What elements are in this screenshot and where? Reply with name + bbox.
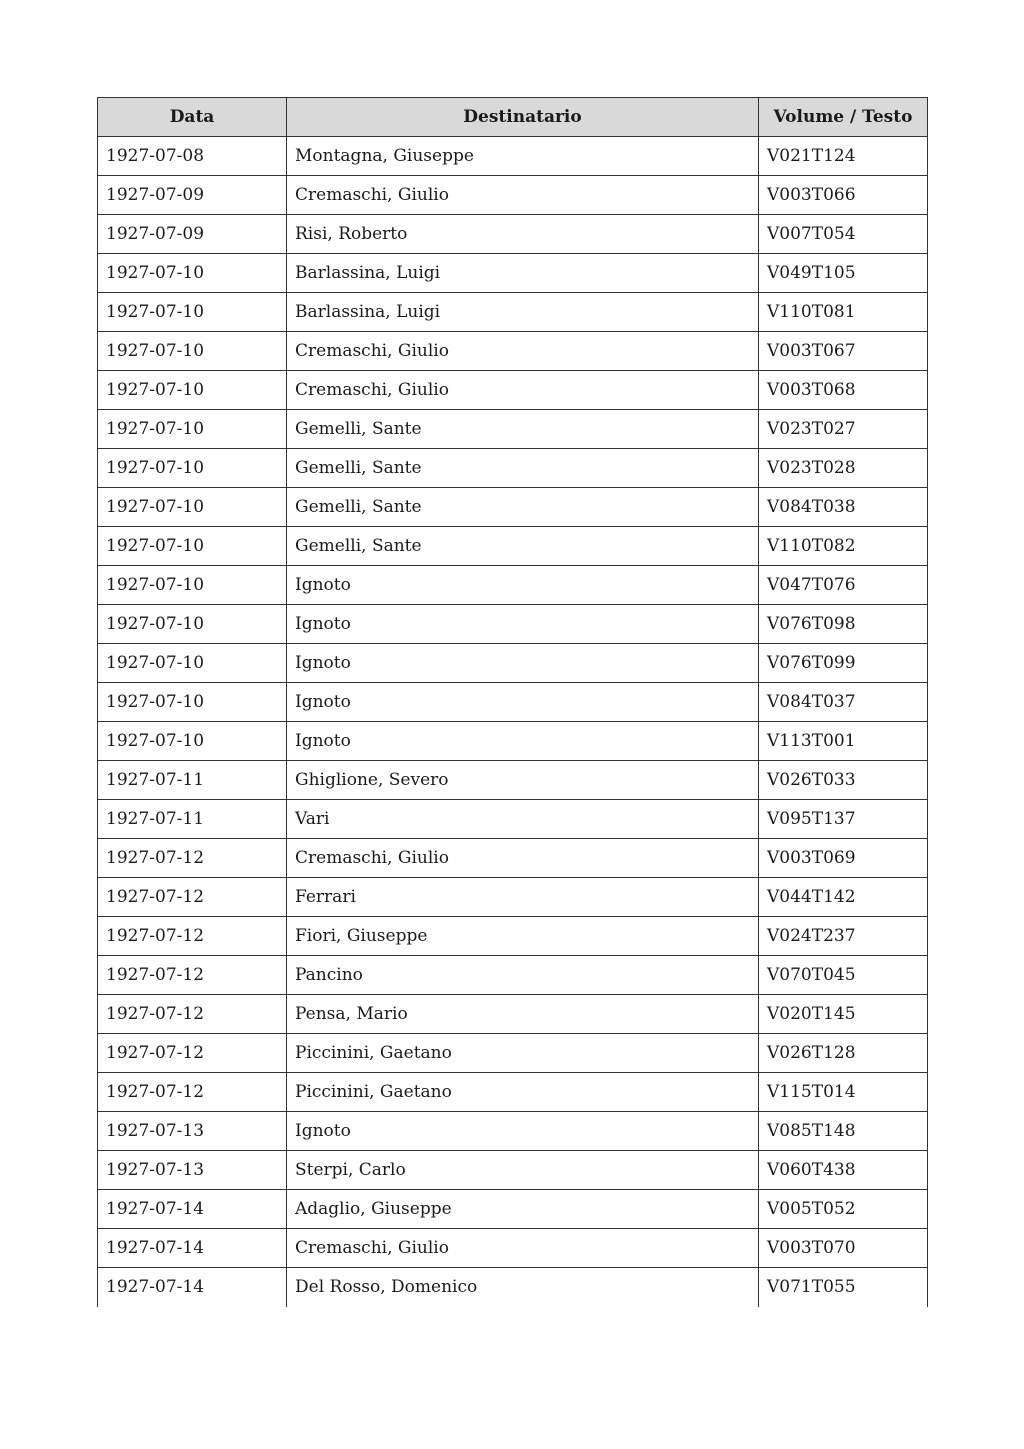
cell-date: 1927-07-10: [98, 332, 287, 371]
cell-volume-text: V060T438: [759, 1151, 928, 1190]
cell-volume-text: V003T068: [759, 371, 928, 410]
cell-volume-text: V110T081: [759, 293, 928, 332]
cell-recipient: Adaglio, Giuseppe: [287, 1190, 759, 1229]
cell-date: 1927-07-12: [98, 1073, 287, 1112]
cell-date: 1927-07-12: [98, 1034, 287, 1073]
cell-date: 1927-07-12: [98, 995, 287, 1034]
cell-volume-text: V003T069: [759, 839, 928, 878]
table-row: [98, 137, 928, 176]
cell-volume-text: V084T038: [759, 488, 928, 527]
header-volume-text: Volume / Testo: [759, 98, 928, 137]
table-body: [98, 137, 928, 1307]
cell-volume-text: V023T028: [759, 449, 928, 488]
cell-date: 1927-07-10: [98, 527, 287, 566]
table-row: [98, 722, 928, 761]
table-row: [98, 293, 928, 332]
cell-recipient: Cremaschi, Giulio: [287, 1229, 759, 1268]
cell-date: 1927-07-10: [98, 488, 287, 527]
table-row: [98, 1034, 928, 1073]
cell-date: 1927-07-11: [98, 761, 287, 800]
cell-date: 1927-07-09: [98, 176, 287, 215]
table-row: [98, 878, 928, 917]
cell-recipient: Piccinini, Gaetano: [287, 1073, 759, 1112]
table-row: [98, 527, 928, 566]
cell-recipient: Vari: [287, 800, 759, 839]
cell-volume-text: V085T148: [759, 1112, 928, 1151]
cell-date: 1927-07-10: [98, 566, 287, 605]
table-row: [98, 176, 928, 215]
table-row: [98, 215, 928, 254]
cell-recipient: Fiori, Giuseppe: [287, 917, 759, 956]
cell-volume-text: V044T142: [759, 878, 928, 917]
cell-recipient: Gemelli, Sante: [287, 449, 759, 488]
cell-recipient: Sterpi, Carlo: [287, 1151, 759, 1190]
table-row: [98, 1151, 928, 1190]
table-row: [98, 683, 928, 722]
cell-date: 1927-07-10: [98, 410, 287, 449]
cell-volume-text: V005T052: [759, 1190, 928, 1229]
cell-volume-text: V076T098: [759, 605, 928, 644]
table-row: [98, 1268, 928, 1307]
cell-recipient: Ignoto: [287, 683, 759, 722]
cell-volume-text: V084T037: [759, 683, 928, 722]
table-row: [98, 254, 928, 293]
cell-date: 1927-07-08: [98, 137, 287, 176]
cell-date: 1927-07-10: [98, 371, 287, 410]
cell-volume-text: V003T067: [759, 332, 928, 371]
table-row: [98, 839, 928, 878]
cell-date: 1927-07-13: [98, 1151, 287, 1190]
cell-date: 1927-07-12: [98, 917, 287, 956]
cell-volume-text: V115T014: [759, 1073, 928, 1112]
table-row: [98, 1073, 928, 1112]
cell-recipient: Ignoto: [287, 566, 759, 605]
cell-recipient: Montagna, Giuseppe: [287, 137, 759, 176]
header-date: Data: [98, 98, 287, 137]
cell-volume-text: V003T066: [759, 176, 928, 215]
cell-recipient: Del Rosso, Domenico: [287, 1268, 759, 1307]
cell-recipient: Ghiglione, Severo: [287, 761, 759, 800]
cell-volume-text: V021T124: [759, 137, 928, 176]
cell-recipient: Pensa, Mario: [287, 995, 759, 1034]
cell-volume-text: V026T128: [759, 1034, 928, 1073]
cell-recipient: Ignoto: [287, 644, 759, 683]
table-row: [98, 917, 928, 956]
cell-date: 1927-07-12: [98, 839, 287, 878]
cell-recipient: Ignoto: [287, 605, 759, 644]
cell-volume-text: V003T070: [759, 1229, 928, 1268]
cell-volume-text: V070T045: [759, 956, 928, 995]
cell-recipient: Risi, Roberto: [287, 215, 759, 254]
table-row: [98, 761, 928, 800]
cell-recipient: Gemelli, Sante: [287, 527, 759, 566]
cell-volume-text: V049T105: [759, 254, 928, 293]
cell-recipient: Barlassina, Luigi: [287, 254, 759, 293]
table-row: [98, 332, 928, 371]
cell-date: 1927-07-13: [98, 1112, 287, 1151]
cell-recipient: Ignoto: [287, 1112, 759, 1151]
cell-recipient: Cremaschi, Giulio: [287, 839, 759, 878]
cell-date: 1927-07-11: [98, 800, 287, 839]
table-row: [98, 566, 928, 605]
cell-volume-text: V095T137: [759, 800, 928, 839]
cell-volume-text: V047T076: [759, 566, 928, 605]
cell-recipient: Cremaschi, Giulio: [287, 371, 759, 410]
table-row: [98, 1112, 928, 1151]
cell-date: 1927-07-10: [98, 254, 287, 293]
cell-date: 1927-07-14: [98, 1190, 287, 1229]
cell-date: 1927-07-12: [98, 956, 287, 995]
table-header: [98, 98, 928, 137]
cell-date: 1927-07-10: [98, 293, 287, 332]
cell-volume-text: V071T055: [759, 1268, 928, 1307]
table-row: [98, 800, 928, 839]
cell-date: 1927-07-10: [98, 449, 287, 488]
cell-volume-text: V110T082: [759, 527, 928, 566]
cell-date: 1927-07-09: [98, 215, 287, 254]
table-row: [98, 644, 928, 683]
cell-recipient: Ignoto: [287, 722, 759, 761]
table-row: [98, 488, 928, 527]
cell-date: 1927-07-10: [98, 722, 287, 761]
table-row: [98, 449, 928, 488]
cell-date: 1927-07-10: [98, 683, 287, 722]
cell-recipient: Cremaschi, Giulio: [287, 176, 759, 215]
table-row: [98, 956, 928, 995]
table-row: [98, 371, 928, 410]
table-row: [98, 605, 928, 644]
cell-volume-text: V076T099: [759, 644, 928, 683]
cell-volume-text: V023T027: [759, 410, 928, 449]
cell-recipient: Pancino: [287, 956, 759, 995]
cell-date: 1927-07-10: [98, 644, 287, 683]
cell-volume-text: V020T145: [759, 995, 928, 1034]
cell-date: 1927-07-12: [98, 878, 287, 917]
cell-recipient: Piccinini, Gaetano: [287, 1034, 759, 1073]
cell-volume-text: V026T033: [759, 761, 928, 800]
table-row: [98, 1190, 928, 1229]
table-row: [98, 410, 928, 449]
cell-recipient: Barlassina, Luigi: [287, 293, 759, 332]
cell-recipient: Cremaschi, Giulio: [287, 332, 759, 371]
correspondence-table: [97, 97, 928, 1307]
cell-recipient: Ferrari: [287, 878, 759, 917]
cell-date: 1927-07-14: [98, 1229, 287, 1268]
cell-recipient: Gemelli, Sante: [287, 488, 759, 527]
cell-date: 1927-07-14: [98, 1268, 287, 1307]
table-row: [98, 995, 928, 1034]
cell-recipient: Gemelli, Sante: [287, 410, 759, 449]
cell-date: 1927-07-10: [98, 605, 287, 644]
header-row: [98, 98, 928, 137]
cell-volume-text: V024T237: [759, 917, 928, 956]
table-row: [98, 1229, 928, 1268]
cell-volume-text: V007T054: [759, 215, 928, 254]
header-recipient: Destinatario: [287, 98, 759, 137]
cell-volume-text: V113T001: [759, 722, 928, 761]
